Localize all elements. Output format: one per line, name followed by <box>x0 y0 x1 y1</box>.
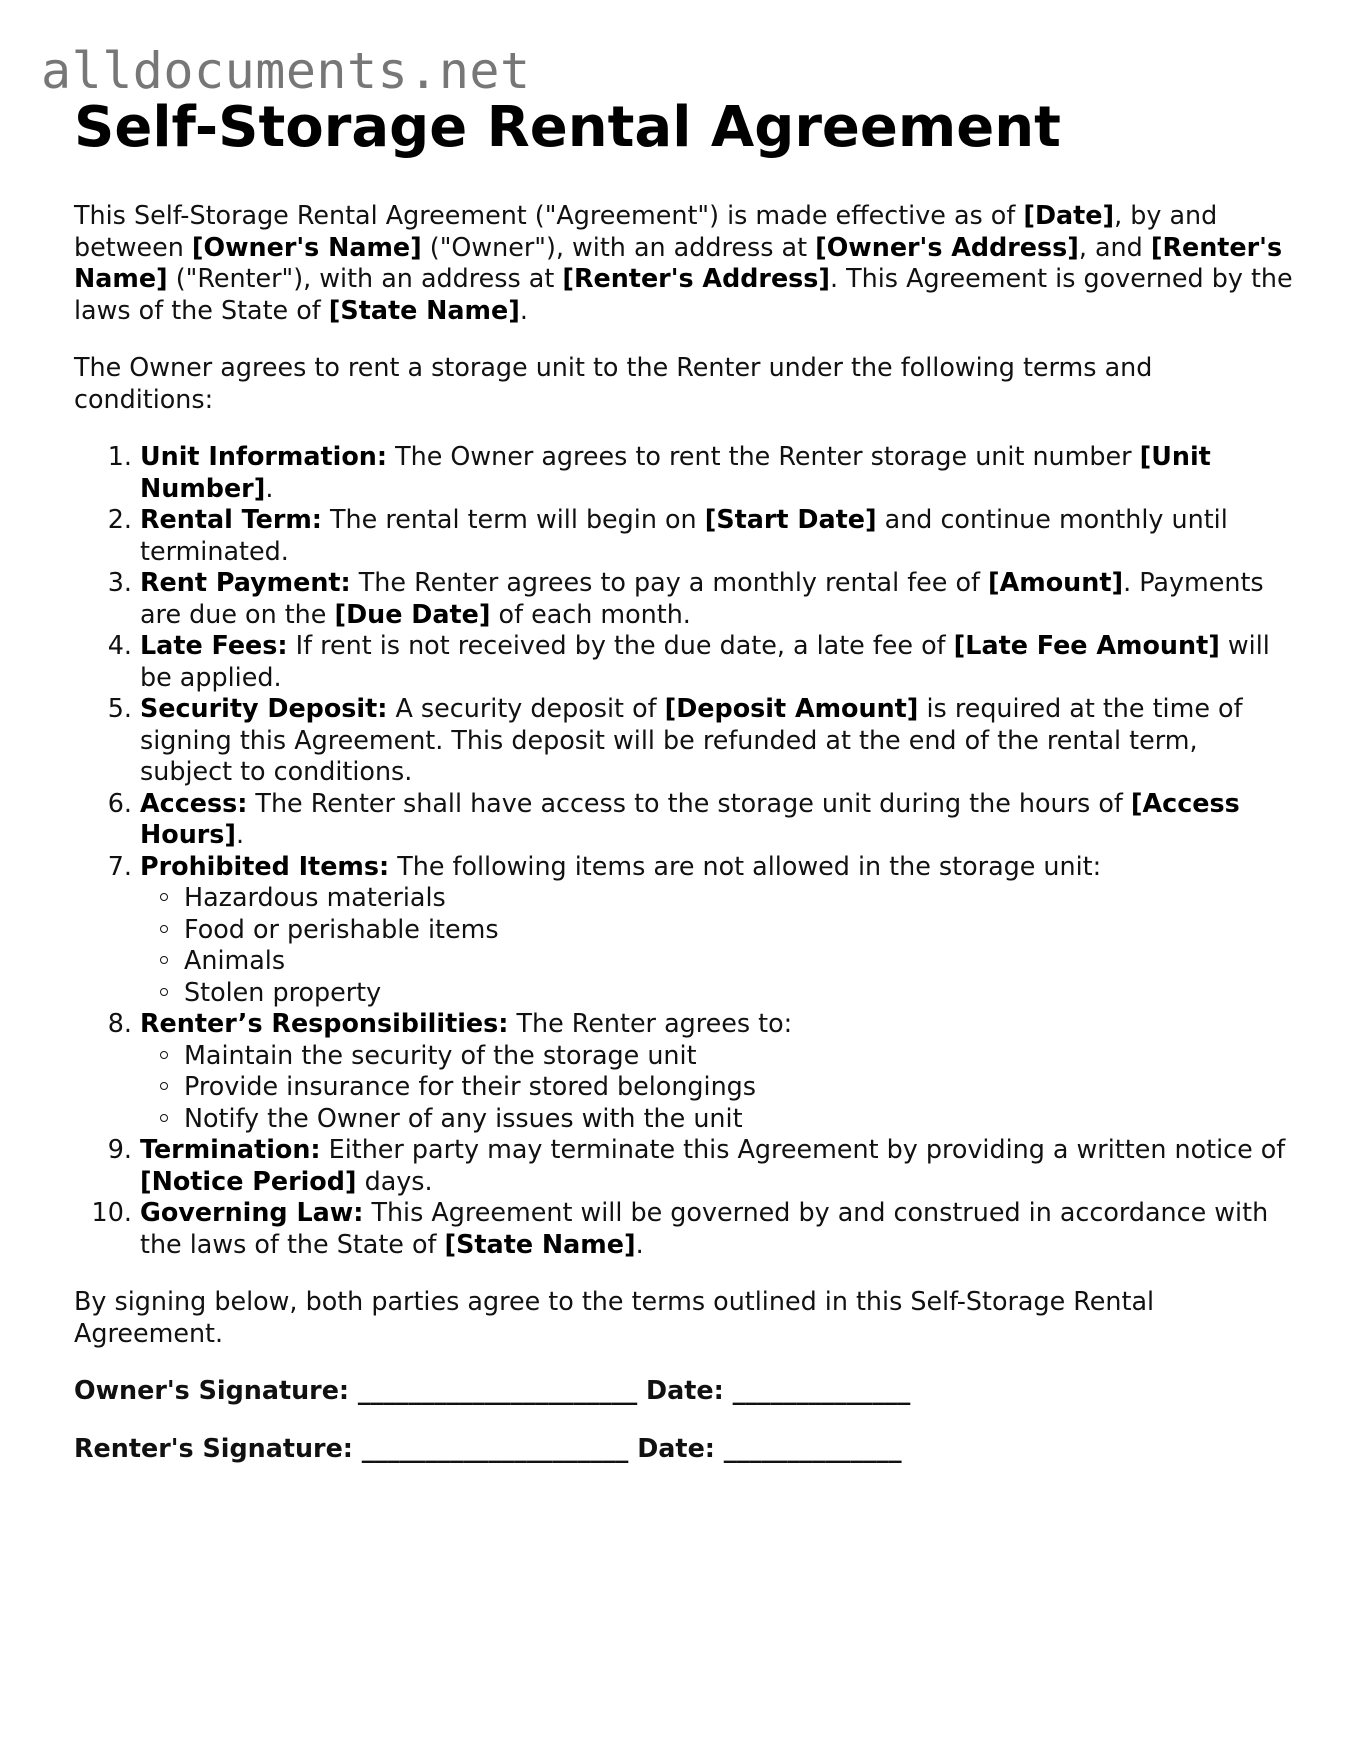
access-hours-field: [Access Hours] <box>140 787 1240 849</box>
term-item: 1. Unit Information: The Owner agrees to rent the Renter storage unit number [Unit Number]. <box>140 441 1294 504</box>
renter-address-field: [Renter's Address] <box>562 263 830 293</box>
list-item: Food or perishable items <box>184 914 1294 946</box>
bullet-icon <box>160 893 168 901</box>
responsibilities-list <box>140 1040 1294 1135</box>
term-item: 5. Security Deposit: A security deposit of [Deposit Amount] is required at the time of signing this Agreement. This deposit will be refunded at the end of the rental term, subject to conditions. <box>140 693 1294 788</box>
bullet-icon <box>160 1082 168 1090</box>
term-item: 10. Governing Law: This Agreement will be governed by and construed in accordance with the laws of the State of [State Name]. <box>140 1197 1294 1260</box>
unit-number-field: [Unit Number] <box>140 441 1211 503</box>
intro-paragraph: This Self-Storage Rental Agreement ("Agreement") is made effective as of [Date], by and between [Owner's Name] ("Owner"), with an address at [Owner's Address], and [Renter's Name] ("Renter"), with an address at [Renter's Address]. This Agreement is governed by the laws of the State of [State Name]. <box>74 200 1293 325</box>
list-item: Provide insurance for their stored belongings <box>184 1071 1294 1103</box>
term-item: 6. Access: The Renter shall have access to the storage unit during the hours of [Access Hours]. <box>140 788 1294 851</box>
notice-period-field: [Notice Period] <box>140 1165 357 1196</box>
owner-signature-line: Owner's Signature: ______________________ Date: ______________ <box>74 1375 911 1405</box>
term-item: 3. Rent Payment: The Renter agrees to pay a monthly rental fee of [Amount]. Payments are due on the [Due Date] of each month. <box>140 567 1294 630</box>
term-item: 4. Late Fees: If rent is not received by the due date, a late fee of [Late Fee Amount] will be applied. <box>140 630 1294 693</box>
deposit-amount-field: [Deposit Amount] <box>664 693 919 723</box>
list-item: Notify the Owner of any issues with the unit <box>184 1103 1294 1135</box>
lead-paragraph: The Owner agrees to rent a storage unit to the Renter under the following terms and conditions: <box>74 352 1153 414</box>
term-item: 8. Renter’s Responsibilities: The Renter agrees to: Maintain the security of the storage unit Provide insurance for their stored belongings Notify the Owner of any issues with the unit <box>140 1008 1294 1134</box>
renter-signature-line: Renter's Signature: _____________________ Date: ______________ <box>74 1432 902 1463</box>
prohibited-items-list <box>140 882 1294 1008</box>
late-fee-field: [Late Fee Amount] <box>953 630 1220 660</box>
watermark: alldocuments.net <box>41 42 531 100</box>
bullet-icon <box>160 988 168 996</box>
term-item: 2. Rental Term: The rental term will begin on [Start Date] and continue monthly until terminated. <box>140 504 1294 567</box>
list-item: Stolen property <box>184 977 1294 1009</box>
document-title: Self-Storage Rental Agreement <box>74 95 1061 160</box>
bullet-icon <box>160 1051 168 1059</box>
renter-name-field: [Renter's Name] <box>74 231 1283 293</box>
state-name-field: [State Name] <box>328 294 520 325</box>
list-item: Animals <box>184 945 1294 977</box>
amount-field: [Amount] <box>988 567 1124 597</box>
date-field: [Date] <box>1023 200 1115 230</box>
owner-name-field: [Owner's Name] <box>191 231 422 262</box>
bullet-icon <box>160 1114 168 1122</box>
state-name-field: [State Name] <box>444 1228 636 1259</box>
owner-address-field: [Owner's Address] <box>815 231 1079 262</box>
list-item: Maintain the security of the storage unit <box>184 1040 1294 1072</box>
closing-paragraph: By signing below, both parties agree to the terms outlined in this Self-Storage Rental Agreement. <box>74 1286 1155 1348</box>
list-item: Hazardous materials <box>184 882 1294 914</box>
terms-list <box>74 441 1294 1260</box>
bullet-icon <box>160 925 168 933</box>
start-date-field: [Start Date] <box>704 504 877 534</box>
due-date-field: [Due Date] <box>334 598 491 629</box>
document <box>74 94 1294 1464</box>
term-item: 7. Prohibited Items: The following items are not allowed in the storage unit: Hazardous materials Food or perishable items Animals Stolen property <box>140 851 1294 1009</box>
term-item: 9. Termination: Either party may terminate this Agreement by providing a written notice of [Notice Period] days. <box>140 1134 1294 1197</box>
bullet-icon <box>160 956 168 964</box>
